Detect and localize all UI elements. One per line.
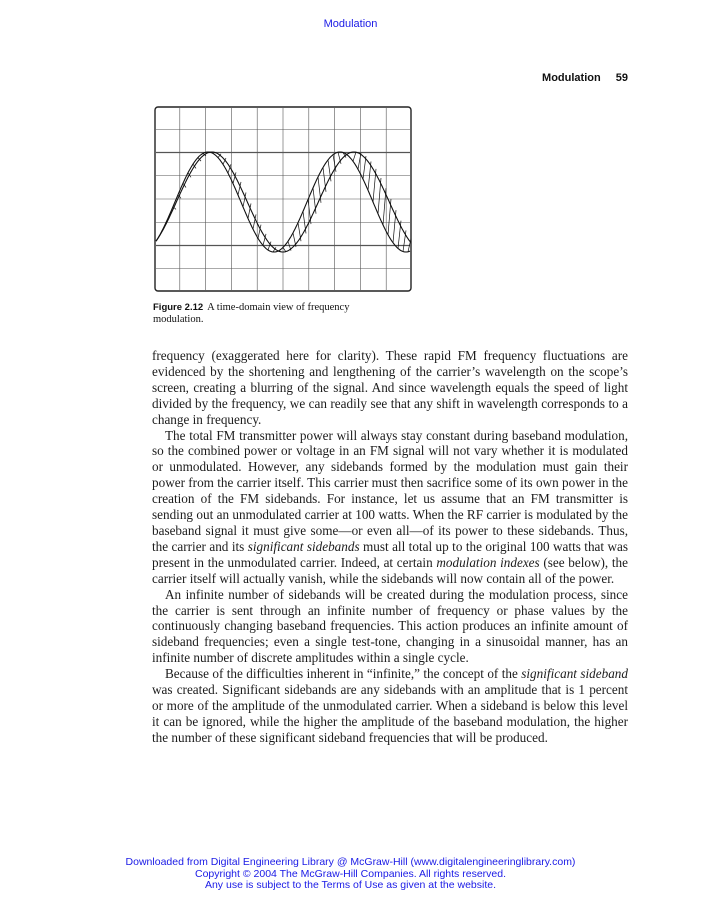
p2-emphasis-modulation-indexes: modulation indexes	[436, 554, 540, 570]
running-header	[542, 72, 628, 84]
figure-label: Figure 2.12	[153, 302, 204, 313]
paragraph-1: frequency (exaggerated here for clarity). These rapid FM frequency fluctuations are evidenced by the shortening and lengthening of the carrier’s wavelength on the scope’s screen, creating a blurring of the signal. And since wavelength equals the speed of light divided by the frequency, we can readily see that any shift in wavelength corresponds to a change in frequency.	[152, 348, 628, 427]
top-chapter-link[interactable]: Modulation	[323, 18, 378, 30]
footer-notice	[0, 857, 701, 892]
paragraph-3: An infinite number of sidebands will be created during the modulation process, since the carrier is sent through an infinite number of frequency or phase values by the continuously changing baseband frequencies. This action produces an infinite amount of sideband frequencies; even a single test-tone, changing in a sinusoidal manner, has an infinite number of discrete amplitudes within a single cycle.	[152, 586, 628, 666]
p2-text-b: must all total up to the original 100 watts that was present in the unmodulated carrier. Indeed, at certain	[152, 538, 628, 570]
oscilloscope-figure	[154, 106, 412, 292]
p2-emphasis-significant-sidebands: significant sidebands	[247, 538, 360, 554]
paragraph-4	[152, 666, 628, 746]
footer-download-link[interactable]: Downloaded from Digital Engineering Library @ McGraw-Hill (www.digitalengineeringlibrary.com)	[125, 856, 576, 868]
p4-text-b: was created. Significant sidebands are any sidebands with an amplitude that is 1 percent or more of the amplitude of the unmodulated carrier. When a sideband is below this level it can be ignored, while the higher the amplitude of the baseband modulation, the higher the number of these significant sideband frequencies that will be produced.	[152, 682, 628, 745]
p4-emphasis-significant-sideband: significant sideband	[521, 666, 628, 682]
page-number: 59	[615, 72, 628, 84]
p4-text-a: Because of the difficulties inherent in “infinite,” the concept of the	[165, 666, 522, 682]
running-title: Modulation	[542, 72, 601, 84]
footer-terms[interactable]: Any use is subject to the Terms of Use as given at the website.	[204, 879, 497, 891]
figure-caption	[153, 302, 398, 326]
figure-caption-text: A time-domain view of frequency modulation.	[153, 302, 350, 325]
p2-text-a: The total FM transmitter power will always stay constant during baseband modulation, so the combined power or voltage in an FM signal will not vary whether it is modulated or unmodulated. However, any sidebands formed by the modulation must gain their power from the carrier itself. This carrier must then sacrifice some of its own power in the creation of the FM sidebands. For instance, let us assume that an FM transmitter is sending out an unmodulated carrier at 100 watts. When the RF carrier is modulated by the baseband signal it must give some—or even all—of its power to these sidebands. Thus, the carrier and its	[152, 427, 628, 554]
p2-text-c: (see below), the carrier itself will actually vanish, while the sidebands will now contain all of the power.	[152, 554, 628, 586]
paragraph-2	[152, 428, 628, 587]
body-text	[152, 348, 628, 746]
footer-copyright: Copyright © 2004 The McGraw-Hill Companies. All rights reserved.	[195, 867, 506, 880]
